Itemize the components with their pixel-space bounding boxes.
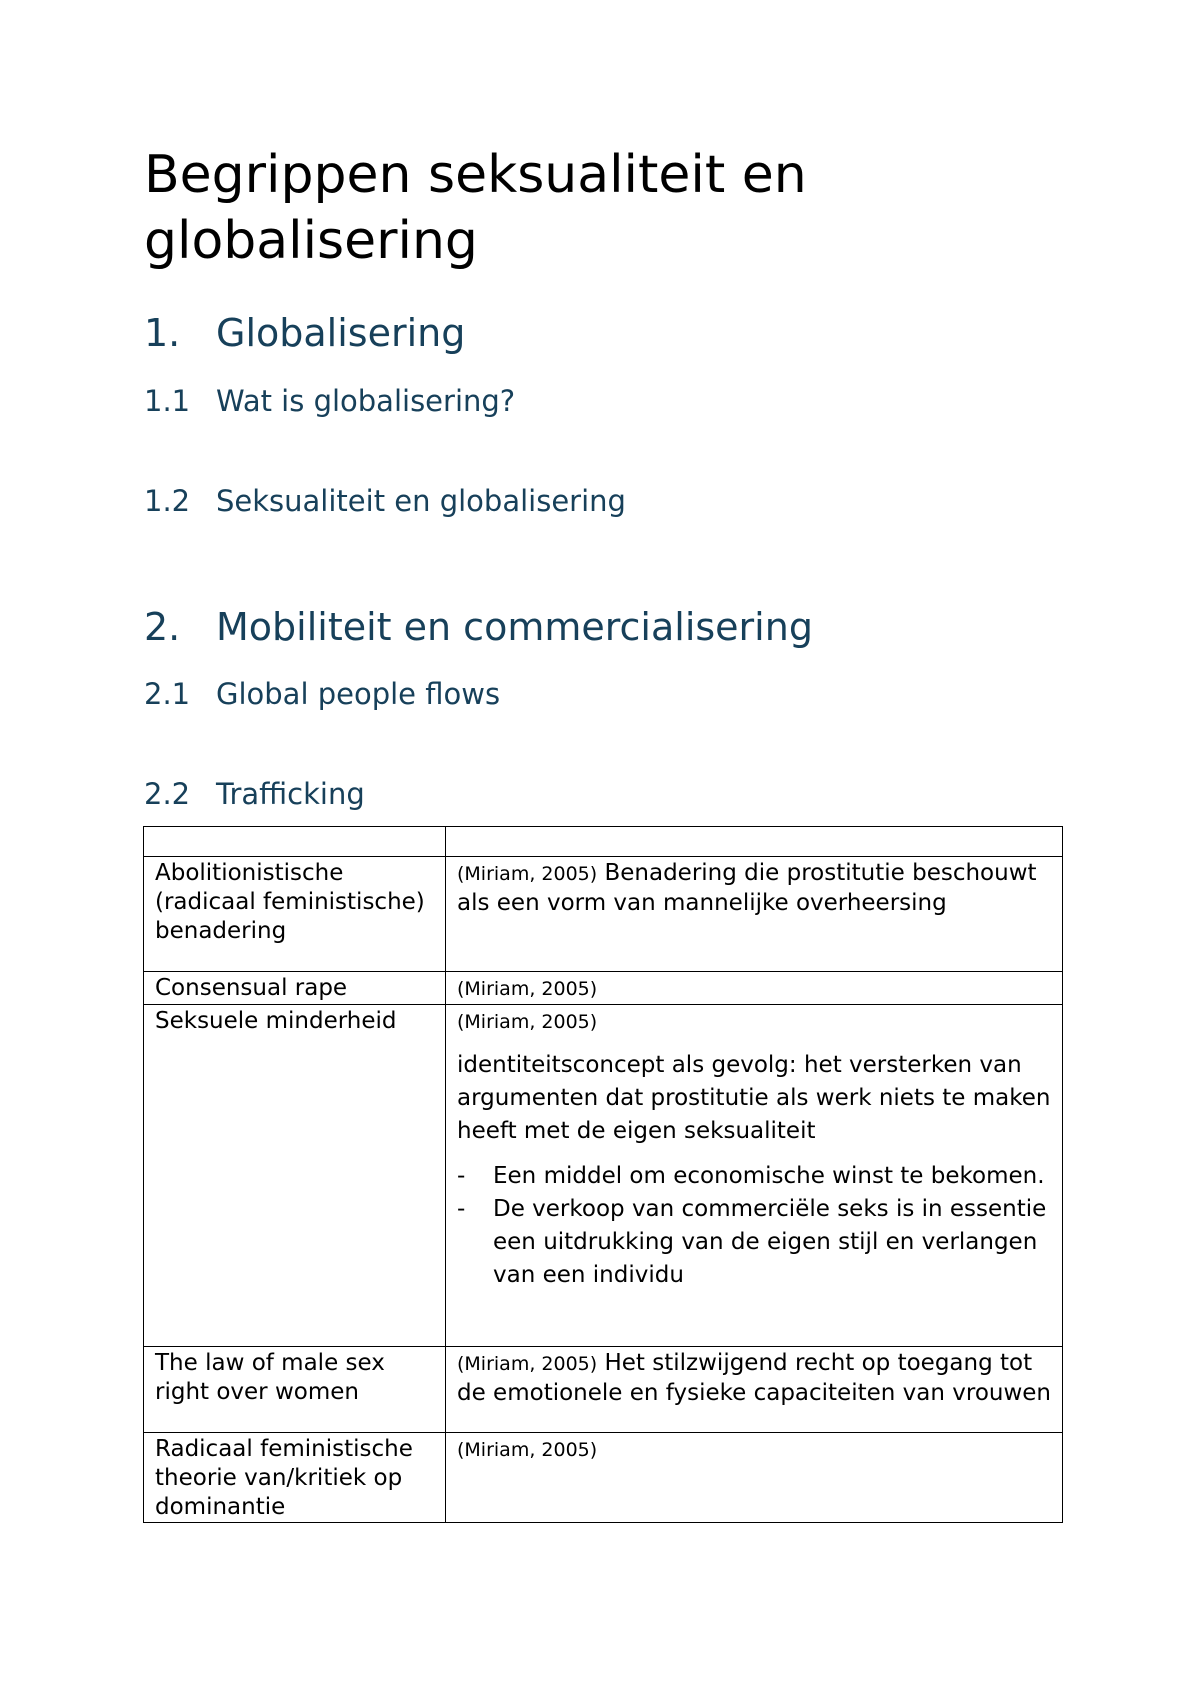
term-cell: The law of male sex right over women <box>144 1347 446 1433</box>
citation: (Miriam, 2005) <box>457 863 598 885</box>
citation: (Miriam, 2005) <box>457 978 598 1000</box>
dash-bullet: - <box>457 1196 466 1222</box>
document-title: Begrippen seksualiteit en globalisering <box>144 145 807 271</box>
definition-cell <box>446 857 1063 972</box>
table-row <box>144 1433 1063 1523</box>
definition-text: identiteitsconcept als gevolg: het versterken van argumenten dat prostitutie als werk niets te maken heeft met de eigen seksualiteit <box>457 1052 1051 1144</box>
term-cell: Seksuele minderheid <box>144 1005 446 1347</box>
subsection-number: 2.1 <box>144 677 191 711</box>
table-row <box>144 1347 1063 1433</box>
section-number: 1. <box>144 311 181 355</box>
subsection-heading-1-2 <box>144 483 626 519</box>
list-item <box>457 1193 1052 1292</box>
definition-cell <box>446 972 1063 1005</box>
table-row <box>144 857 1063 972</box>
definition-bullet-list <box>457 1160 1052 1292</box>
table-row <box>144 1005 1063 1347</box>
subsection-heading-1-1 <box>144 383 515 419</box>
section-heading-1 <box>144 310 465 356</box>
section-number: 2. <box>144 605 181 649</box>
subsection-heading-2-2 <box>144 776 365 812</box>
definition-text: Het stilzwijgend recht op toegang tot de emotionele en fysieke capaciteiten van vrouwen <box>457 1350 1052 1406</box>
table-header-cell <box>144 827 446 857</box>
section-title: Mobiliteit en commercialisering <box>216 605 813 649</box>
list-item-text: De verkoop van commerciële seks is in essentie een uitdrukking van de eigen stijl en verlangen van een individu <box>493 1196 1047 1288</box>
citation: (Miriam, 2005) <box>457 1353 598 1375</box>
section-heading-2 <box>144 604 813 650</box>
table-header-row <box>144 827 1063 857</box>
subsection-title: Trafficking <box>216 777 365 811</box>
subsection-title: Wat is globalisering? <box>216 384 516 418</box>
table-header-cell <box>446 827 1063 857</box>
terms-table <box>143 826 1063 1523</box>
subsection-title: Global people flows <box>216 677 501 711</box>
subsection-number: 2.2 <box>144 777 191 811</box>
subsection-heading-2-1 <box>144 676 500 712</box>
term-cell: Consensual rape <box>144 972 446 1005</box>
subsection-number: 1.1 <box>144 384 191 418</box>
table-row <box>144 972 1063 1005</box>
subsection-number: 1.2 <box>144 484 191 518</box>
list-item <box>457 1160 1052 1193</box>
definition-cell <box>446 1433 1063 1523</box>
subsection-title: Seksualiteit en globalisering <box>216 484 626 518</box>
section-title: Globalisering <box>216 311 466 355</box>
definition-cell <box>446 1347 1063 1433</box>
dash-bullet: - <box>457 1163 466 1189</box>
term-cell: Radicaal feministische theorie van/kritiek op dominantie <box>144 1433 446 1523</box>
citation-line <box>457 1007 1052 1037</box>
citation: (Miriam, 2005) <box>457 1439 598 1461</box>
list-item-text: Een middel om economische winst te bekomen. <box>493 1163 1045 1189</box>
citation: (Miriam, 2005) <box>457 1011 598 1033</box>
definition-text: Benadering die prostitutie beschouwt als een vorm van mannelijke overheersing <box>457 860 1037 916</box>
term-cell: Abolitionistische (radicaal feministische) benadering <box>144 857 446 972</box>
definition-cell <box>446 1005 1063 1347</box>
